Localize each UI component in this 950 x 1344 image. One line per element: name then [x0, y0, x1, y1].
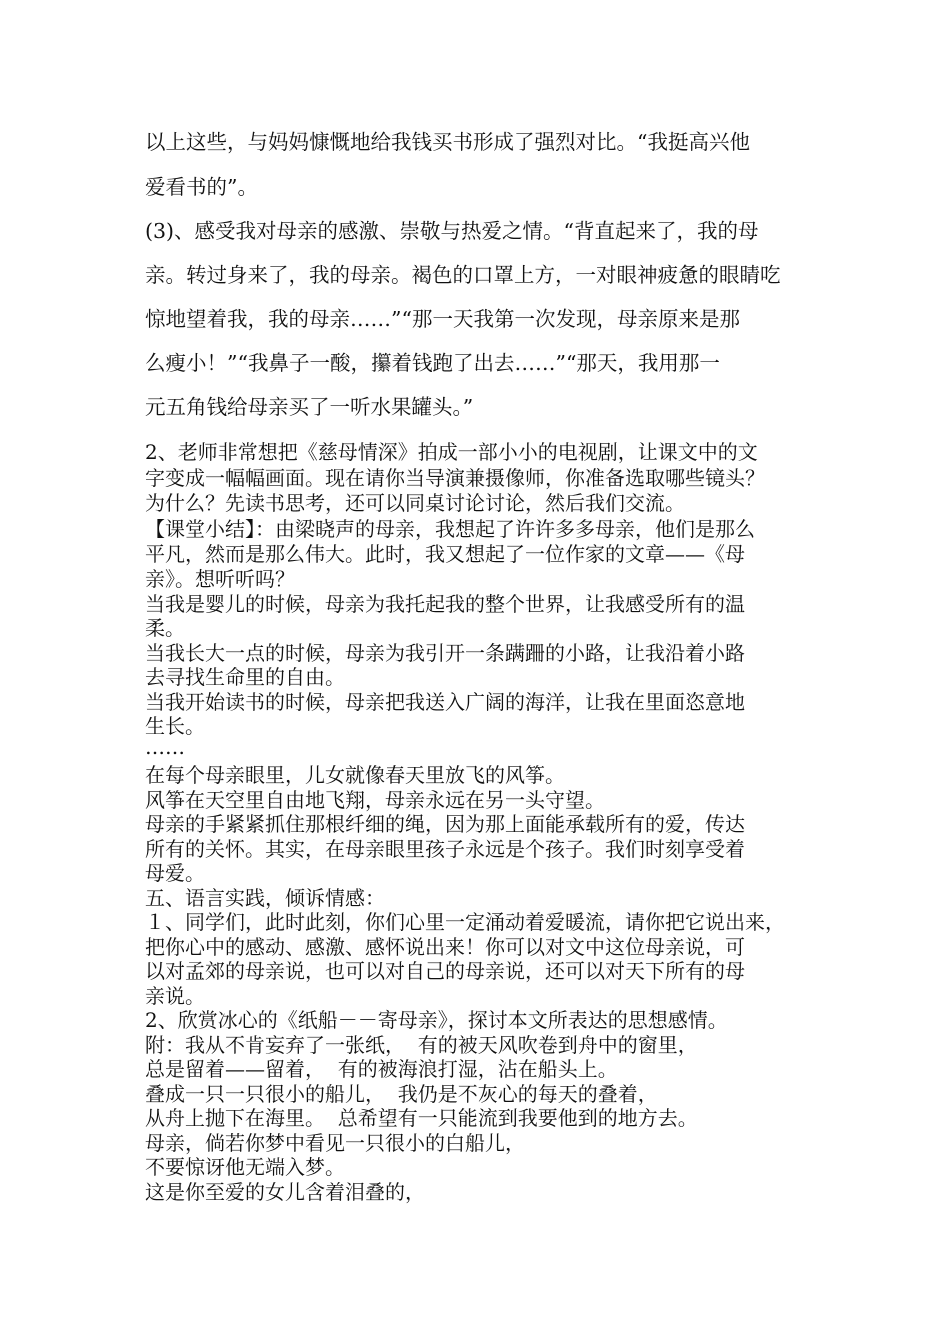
text-line: 当我是婴儿的时候，母亲为我托起我的整个世界，让我感受所有的温: [145, 592, 745, 616]
text-line: 元五角钱给母亲买了一听水果罐头。”: [145, 395, 474, 419]
text-line: 以上这些，与妈妈慷慨地给我钱买书形成了强烈对比。“我挺高兴他: [145, 130, 750, 154]
text-line: 在每个母亲眼里，儿女就像春天里放飞的风筝。: [145, 763, 565, 787]
text-line: 爱看书的”。: [145, 175, 258, 199]
poem-line: 附：我从不肯妄弃了一张纸， 有的被天风吹卷到舟中的窗里，: [145, 1033, 698, 1057]
text-line: (3)、感受我对母亲的感激、崇敬与热爱之情。“背直起来了，我的母: [145, 219, 759, 243]
text-line: 当我长大一点的时候，母亲为我引开一条蹒跚的小路，让我沿着小路: [145, 641, 745, 665]
text-line: 当我开始读书的时候，母亲把我送入广阔的海洋，让我在里面恣意地: [145, 690, 745, 714]
text-line: 字变成一幅幅画面。现在请你当导演兼摄像师，你准备选取哪些镜头？: [145, 466, 765, 490]
text-line: 么瘦小！”“我鼻子一酸，攥着钱跑了出去……”“那天，我用那一: [145, 351, 720, 375]
text-line: 亲》。想听听吗？: [145, 567, 295, 591]
text-line: １、同学们，此时此刻，你们心里一定涌动着爱暖流，请你把它说出来，: [145, 910, 785, 934]
text-line: 所有的关怀。其实，在母亲眼里孩子永远是个孩子。我们时刻享受着: [145, 837, 745, 861]
text-line: 2、欣赏冰心的《纸船－－寄母亲》，探讨本文所表达的思想感情。: [145, 1008, 728, 1032]
text-line: 平凡，然而是那么伟大。此时，我又想起了一位作家的文章——《母: [145, 542, 745, 566]
poem-line: 从舟上抛下在海里。 总希望有一只能流到我要他到的地方去。: [145, 1106, 698, 1130]
text-line: 亲。转过身来了，我的母亲。褐色的口罩上方，一对眼神疲惫的眼睛吃: [145, 263, 781, 287]
section-heading: 五、语言实践，倾诉情感：: [145, 886, 385, 910]
text-line: 亲说。: [145, 984, 205, 1008]
poem-line: 不要惊讶他无端入梦。: [145, 1155, 345, 1179]
poem-line: 总是留着——留着， 有的被海浪打湿，沾在船头上。: [145, 1057, 618, 1081]
text-line: 【课堂小结】：由梁晓声的母亲，我想起了许许多多母亲，他们是那么: [145, 517, 755, 541]
poem-line: 叠成一只一只很小的船儿， 我仍是不灰心的每天的叠着，: [145, 1082, 658, 1106]
poem-line: 这是你至爱的女儿含着泪叠的，: [145, 1180, 425, 1204]
text-line: 柔。: [145, 616, 185, 640]
text-line: 母爱。: [145, 861, 205, 885]
poem-line: 母亲，倘若你梦中看见一只很小的白船儿，: [145, 1131, 525, 1155]
text-line: 以对孟郊的母亲说，也可以对自己的母亲说，还可以对天下所有的母: [145, 959, 745, 983]
text-line: 生长。: [145, 714, 205, 738]
text-line: ……: [145, 735, 185, 759]
text-line: 2、老师非常想把《慈母情深》拍成一部小小的电视剧，让课文中的文: [145, 440, 758, 464]
text-line: 为什么？先读书思考，还可以同桌讨论讨论，然后我们交流。: [145, 491, 685, 515]
text-line: 把你心中的感动、感激、感怀说出来！你可以对文中这位母亲说，可: [145, 935, 745, 959]
text-line: 母亲的手紧紧抓住那根纤细的绳，因为那上面能承载所有的爱，传达: [145, 812, 745, 836]
text-line: 惊地望着我，我的母亲……”“那一天我第一次发现，母亲原来是那: [145, 307, 740, 331]
text-line: 去寻找生命里的自由。: [145, 665, 345, 689]
text-line: 风筝在天空里自由地飞翔，母亲永远在另一头守望。: [145, 788, 605, 812]
